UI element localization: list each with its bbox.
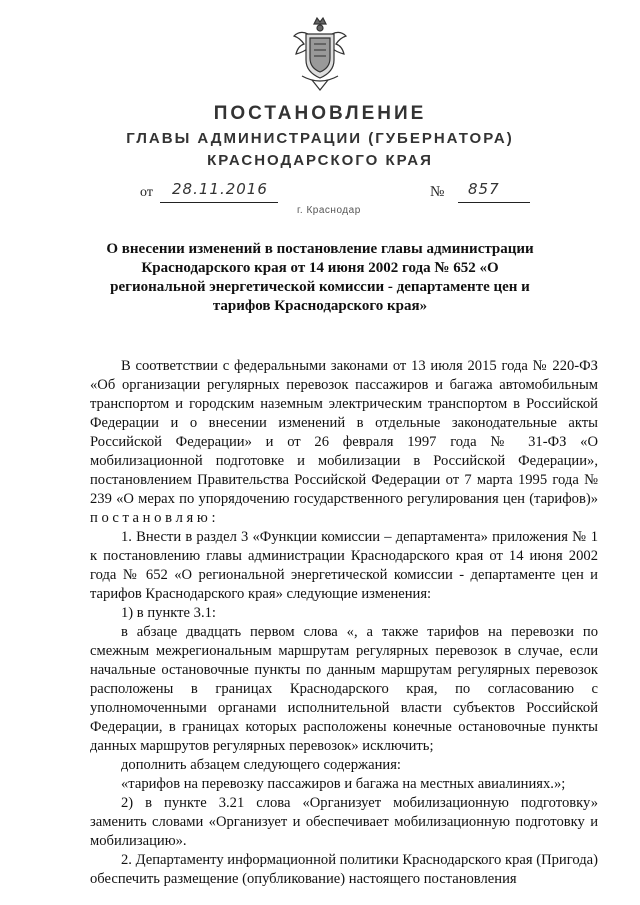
issuer-heading: ГЛАВЫ АДМИНИСТРАЦИИ (ГУБЕРНАТОРА) xyxy=(126,130,514,147)
body-paragraph-preamble: В соответствии с федеральными законами от 13 июля 2015 года № 220-ФЗ «Об организации регулярных перевозок пассажиров и багажа автомобильным транспортом и городским наземным электрическим транспортом в Российской Федерации и о внесении изменений в отдельные законодательные акты Российской Федерации» и от 26 февраля 1997 года № 31-ФЗ «О мобилизационной подготовке и мобилизации в Российской Федерации», постановлением Правительства Российской Федерации от 7 марта 1995 года № 239 «О мерах по упорядочению государственного регулирования цен (тарифов)» п о с т а н о в л я ю : xyxy=(90,358,598,526)
date-number-row xyxy=(0,180,640,206)
body-paragraph-item-1: 1. Внести в раздел 3 «Функции комиссии – департамента» приложения № 1 к постановлению главы администрации Краснодарского края от 14 июня 2002 года № 652 «О региональной энергетической комиссии - департаменте цен и тарифов Краснодарского края» следующие изменения: xyxy=(90,529,598,602)
doc-type-heading: ПОСТАНОВЛЕНИЕ xyxy=(213,103,427,124)
body-paragraph-abzac-21: в абзаце двадцать первом слова «, а также тарифов на перевозки по смежным межрегиональным маршрутам регулярных перевозок в случае, если начальные остановочные пункты по данным маршрутам регулярных перевозок расположены в границах Краснодарского края, по согласованию с уполномоченными органами исполнительной власти субъектов Российской Федерации, в границах которых расположены конечные остановочные пункты данных маршрутов регулярных перевозок» исключить; xyxy=(90,624,598,754)
body-paragraph-quote: «тарифов на перевозку пассажиров и багажа на местных авиалиниях.»; xyxy=(121,776,566,792)
body-paragraph-item-2: 2. Департаменту информационной политики Краснодарского края (Пригода) обеспечить размещение (опубликование) настоящего постановления xyxy=(90,852,598,887)
document-title: О внесении изменений в постановление главы администрации Краснодарского края от 14 июня 2002 года № 652 «О региональной энергетической комиссии - департаменте цен и тарифов Краснодарского края» xyxy=(106,241,534,314)
body-paragraph-subitem-2: 2) в пункте 3.21 слова «Организует мобилизационную подготовку» заменить словами «Организует и обеспечивает мобилизационную подготовку и мобилизацию». xyxy=(90,795,598,849)
body-paragraph-add-abzac: дополнить абзацем следующего содержания: xyxy=(121,757,401,773)
city-label: г. Краснодар xyxy=(297,205,361,216)
number-handwritten: 857 xyxy=(468,180,500,198)
date-label: от xyxy=(140,185,153,200)
body-paragraph-subitem-1: 1) в пункте 3.1: xyxy=(121,605,216,621)
coat-of-arms-emblem xyxy=(290,14,350,92)
region-heading: КРАСНОДАРСКОГО КРАЯ xyxy=(207,152,433,169)
number-label: № xyxy=(430,184,445,200)
date-handwritten: 28.11.2016 xyxy=(172,180,268,198)
document-body xyxy=(90,357,598,889)
